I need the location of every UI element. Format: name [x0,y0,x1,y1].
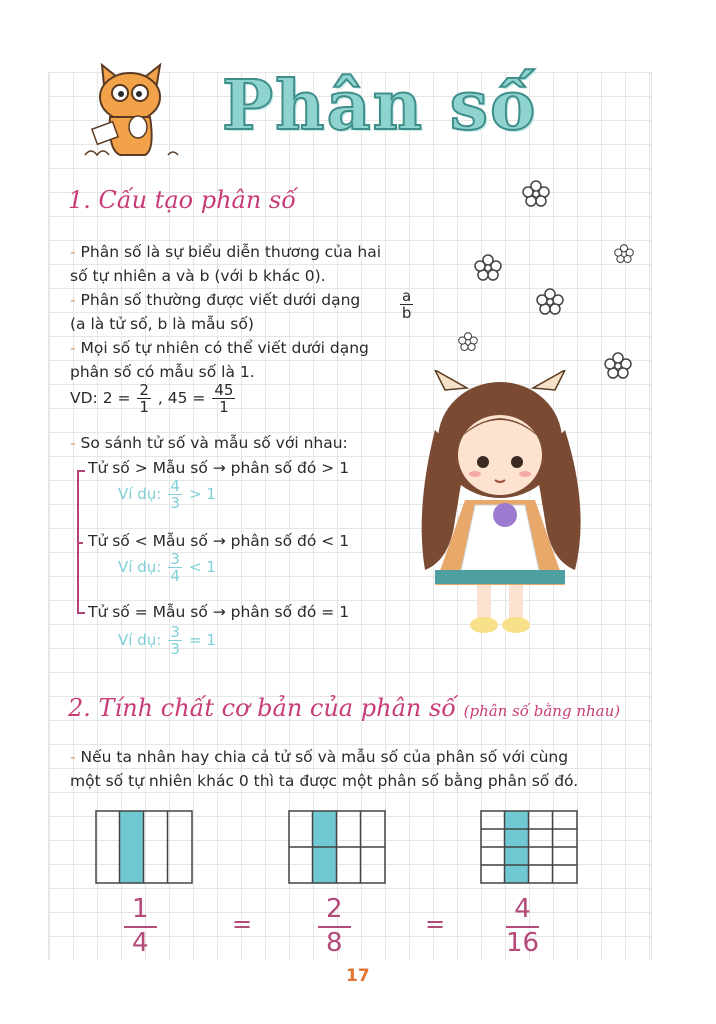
fraction-diagram-4-16 [480,810,578,884]
section1-heading: 1. Cấu tạo phân số [68,186,296,214]
fraction-diagram-1-4 [95,810,193,884]
fraction-4-16: $\frac{4}{16}$ [506,894,540,958]
cat-illustration [80,55,190,170]
equals-sign: = [425,910,446,938]
page-title: Phân số [222,66,538,146]
section1-line: - Phân số là sự biểu diễn thương của hai [70,243,382,261]
fraction-2-8: $\frac{2}{8}$ [318,894,351,958]
section2-line: - Nếu ta nhân hay chia cả tử số và mẫu số của phân số với cùng [70,748,569,766]
flower-icon [522,180,550,208]
flower-icon [604,352,632,380]
rule-less: Tử số < Mẫu số → phân số đó < 1 [88,532,350,550]
section2-heading: 2. Tính chất cơ bản của phân số (phân số bằng nhau) [68,694,621,722]
rule-equal: Tử số = Mẫu số → phân số đó = 1 [88,603,350,621]
section2-line: một số tự nhiên khác 0 thì ta được một phân số bằng phân số đó. [70,772,579,790]
bracket-tick [77,542,83,544]
example-line: VD: 2 = $\frac{2}{1}$ , 45 = $\frac{45}{1}$ [70,381,234,416]
section1-line: (a là tử số, b là mẫu số) [70,315,254,333]
page-number: 17 [346,966,370,986]
fraction-1-4: $\frac{1}{4}$ [124,894,157,958]
section1-line: phân số có mẫu số là 1. [70,363,255,381]
equals-sign: = [232,910,253,938]
example-greater: Ví dụ: $\frac{4}{3}$ > 1 [118,477,216,512]
example-less: Ví dụ: $\frac{3}{4}$ < 1 [118,550,216,585]
flower-icon [614,244,634,264]
girl-illustration [405,370,595,645]
rule-greater: Tử số > Mẫu số → phân số đó > 1 [88,459,350,477]
flower-icon [536,288,564,316]
flower-icon [458,332,478,352]
fraction-a-over-b: $\frac{a}{b}$ [401,287,412,322]
section1-line: số tự nhiên a và b (với b khác 0). [70,267,326,285]
fraction-diagram-2-8 [288,810,386,884]
section1-line: - Mọi số tự nhiên có thể viết dưới dạng [70,339,369,357]
section1-line: - Phân số thường được viết dưới dạng [70,291,361,309]
example-equal: Ví dụ: $\frac{3}{3}$ = 1 [118,623,216,658]
compare-intro: - So sánh tử số và mẫu số với nhau: [70,434,348,452]
flower-icon [474,254,502,282]
